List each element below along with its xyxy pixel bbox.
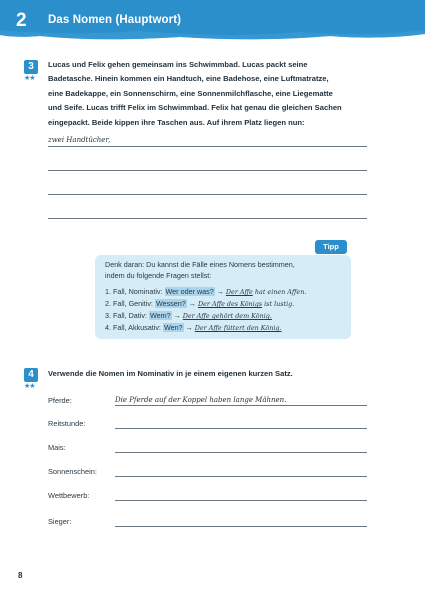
task-4-difficulty-stars: ★★	[24, 383, 35, 390]
task-3-example-answer: zwei Handtücher,	[48, 136, 111, 144]
case-question: Wem?	[149, 311, 171, 320]
case-label: 4. Fall, Akkusativ:	[105, 323, 161, 332]
case-label: 1. Fall, Nominativ:	[105, 287, 163, 296]
arrow-icon: →	[216, 287, 224, 296]
answer-line-sieger[interactable]	[115, 526, 367, 527]
case-question: Wen?	[163, 323, 183, 332]
arrow-icon: →	[173, 311, 181, 320]
task-3-badge: 3	[24, 60, 38, 74]
chapter-number: 2	[16, 10, 27, 31]
case-question: Wessen?	[155, 299, 186, 308]
task-3-line: eingepackt. Beide kippen ihre Taschen aus. Auf ihrem Platz liegen nun:	[48, 117, 305, 127]
row-label-sieger: Sieger:	[48, 517, 72, 526]
page-number: 8	[18, 571, 23, 580]
task-3-line: eine Badekappe, ein Sonnenschirm, eine Sonnenmilchflasche, eine Liegematte	[48, 88, 333, 98]
case-example: ist lustig.	[264, 300, 295, 308]
case-label: 3. Fall, Dativ:	[105, 311, 147, 320]
chapter-title: Das Nomen (Hauptwort)	[48, 14, 182, 26]
case-example-underlined: Der Affe des Königs	[197, 300, 263, 308]
task-3-line: und Seife. Lucas trifft Felix im Schwimmbad. Felix hat genau die gleichen Sachen	[48, 103, 342, 113]
task-4-instruction: Verwende die Nomen im Nominativ in je einem eigenen kurzen Satz.	[48, 369, 293, 378]
tip-case-dativ	[105, 310, 272, 322]
task-4-badge: 4	[24, 368, 38, 382]
task-3-answer-line-1[interactable]	[48, 146, 367, 147]
case-example-underlined: Der Affe	[225, 288, 253, 296]
tip-intro-line-2: indem du folgende Fragen stellst:	[105, 271, 212, 280]
task-3-answer-line-2[interactable]	[48, 170, 367, 171]
tip-case-akkusativ	[105, 322, 282, 334]
case-question: Wer oder was?	[165, 287, 214, 296]
answer-line-reitstunde[interactable]	[115, 428, 367, 429]
row-label-sonnenschein: Sonnenschein:	[48, 467, 97, 476]
tip-label: Tipp	[315, 240, 347, 254]
case-example: hat einen Affen.	[254, 288, 307, 296]
arrow-icon: →	[185, 323, 193, 332]
answer-line-sonnenschein[interactable]	[115, 476, 367, 477]
answer-line-mais[interactable]	[115, 452, 367, 453]
answer-line-wettbewerb[interactable]	[115, 500, 367, 501]
case-example-underlined: Der Affe füttert den König.	[194, 324, 282, 332]
row-label-reitstunde: Reitstunde:	[48, 419, 86, 428]
task-3-line: Lucas und Felix gehen gemeinsam ins Schwimmbad. Lucas packt seine	[48, 60, 308, 69]
task-3-answer-line-3[interactable]	[48, 194, 367, 195]
chapter-header	[0, 0, 425, 44]
tip-case-genitiv	[105, 298, 294, 310]
task-3-answer-line-4[interactable]	[48, 218, 367, 219]
tip-case-nominativ	[105, 286, 306, 298]
arrow-icon: →	[188, 299, 196, 308]
row-label-pferde: Pferde:	[48, 396, 72, 405]
task-3-line: Badetasche. Hinein kommen ein Handtuch, eine Badehose, eine Luftmatratze,	[48, 74, 329, 84]
case-label: 2. Fall, Genitiv:	[105, 299, 153, 308]
task-3-difficulty-stars: ★★	[24, 75, 35, 82]
task-3-text	[48, 58, 342, 130]
case-example-underlined: Der Affe gehört dem König.	[182, 312, 272, 320]
answer-line-pferde[interactable]	[115, 405, 367, 406]
tip-intro-line-1: Denk daran: Du kannst die Fälle eines Nomens bestimmen,	[105, 260, 295, 269]
row-label-mais: Mais:	[48, 443, 66, 452]
row-label-wettbewerb: Wettbewerb:	[48, 491, 90, 500]
row-answer-pferde: Die Pferde auf der Koppel haben lange Mähnen.	[115, 396, 287, 404]
